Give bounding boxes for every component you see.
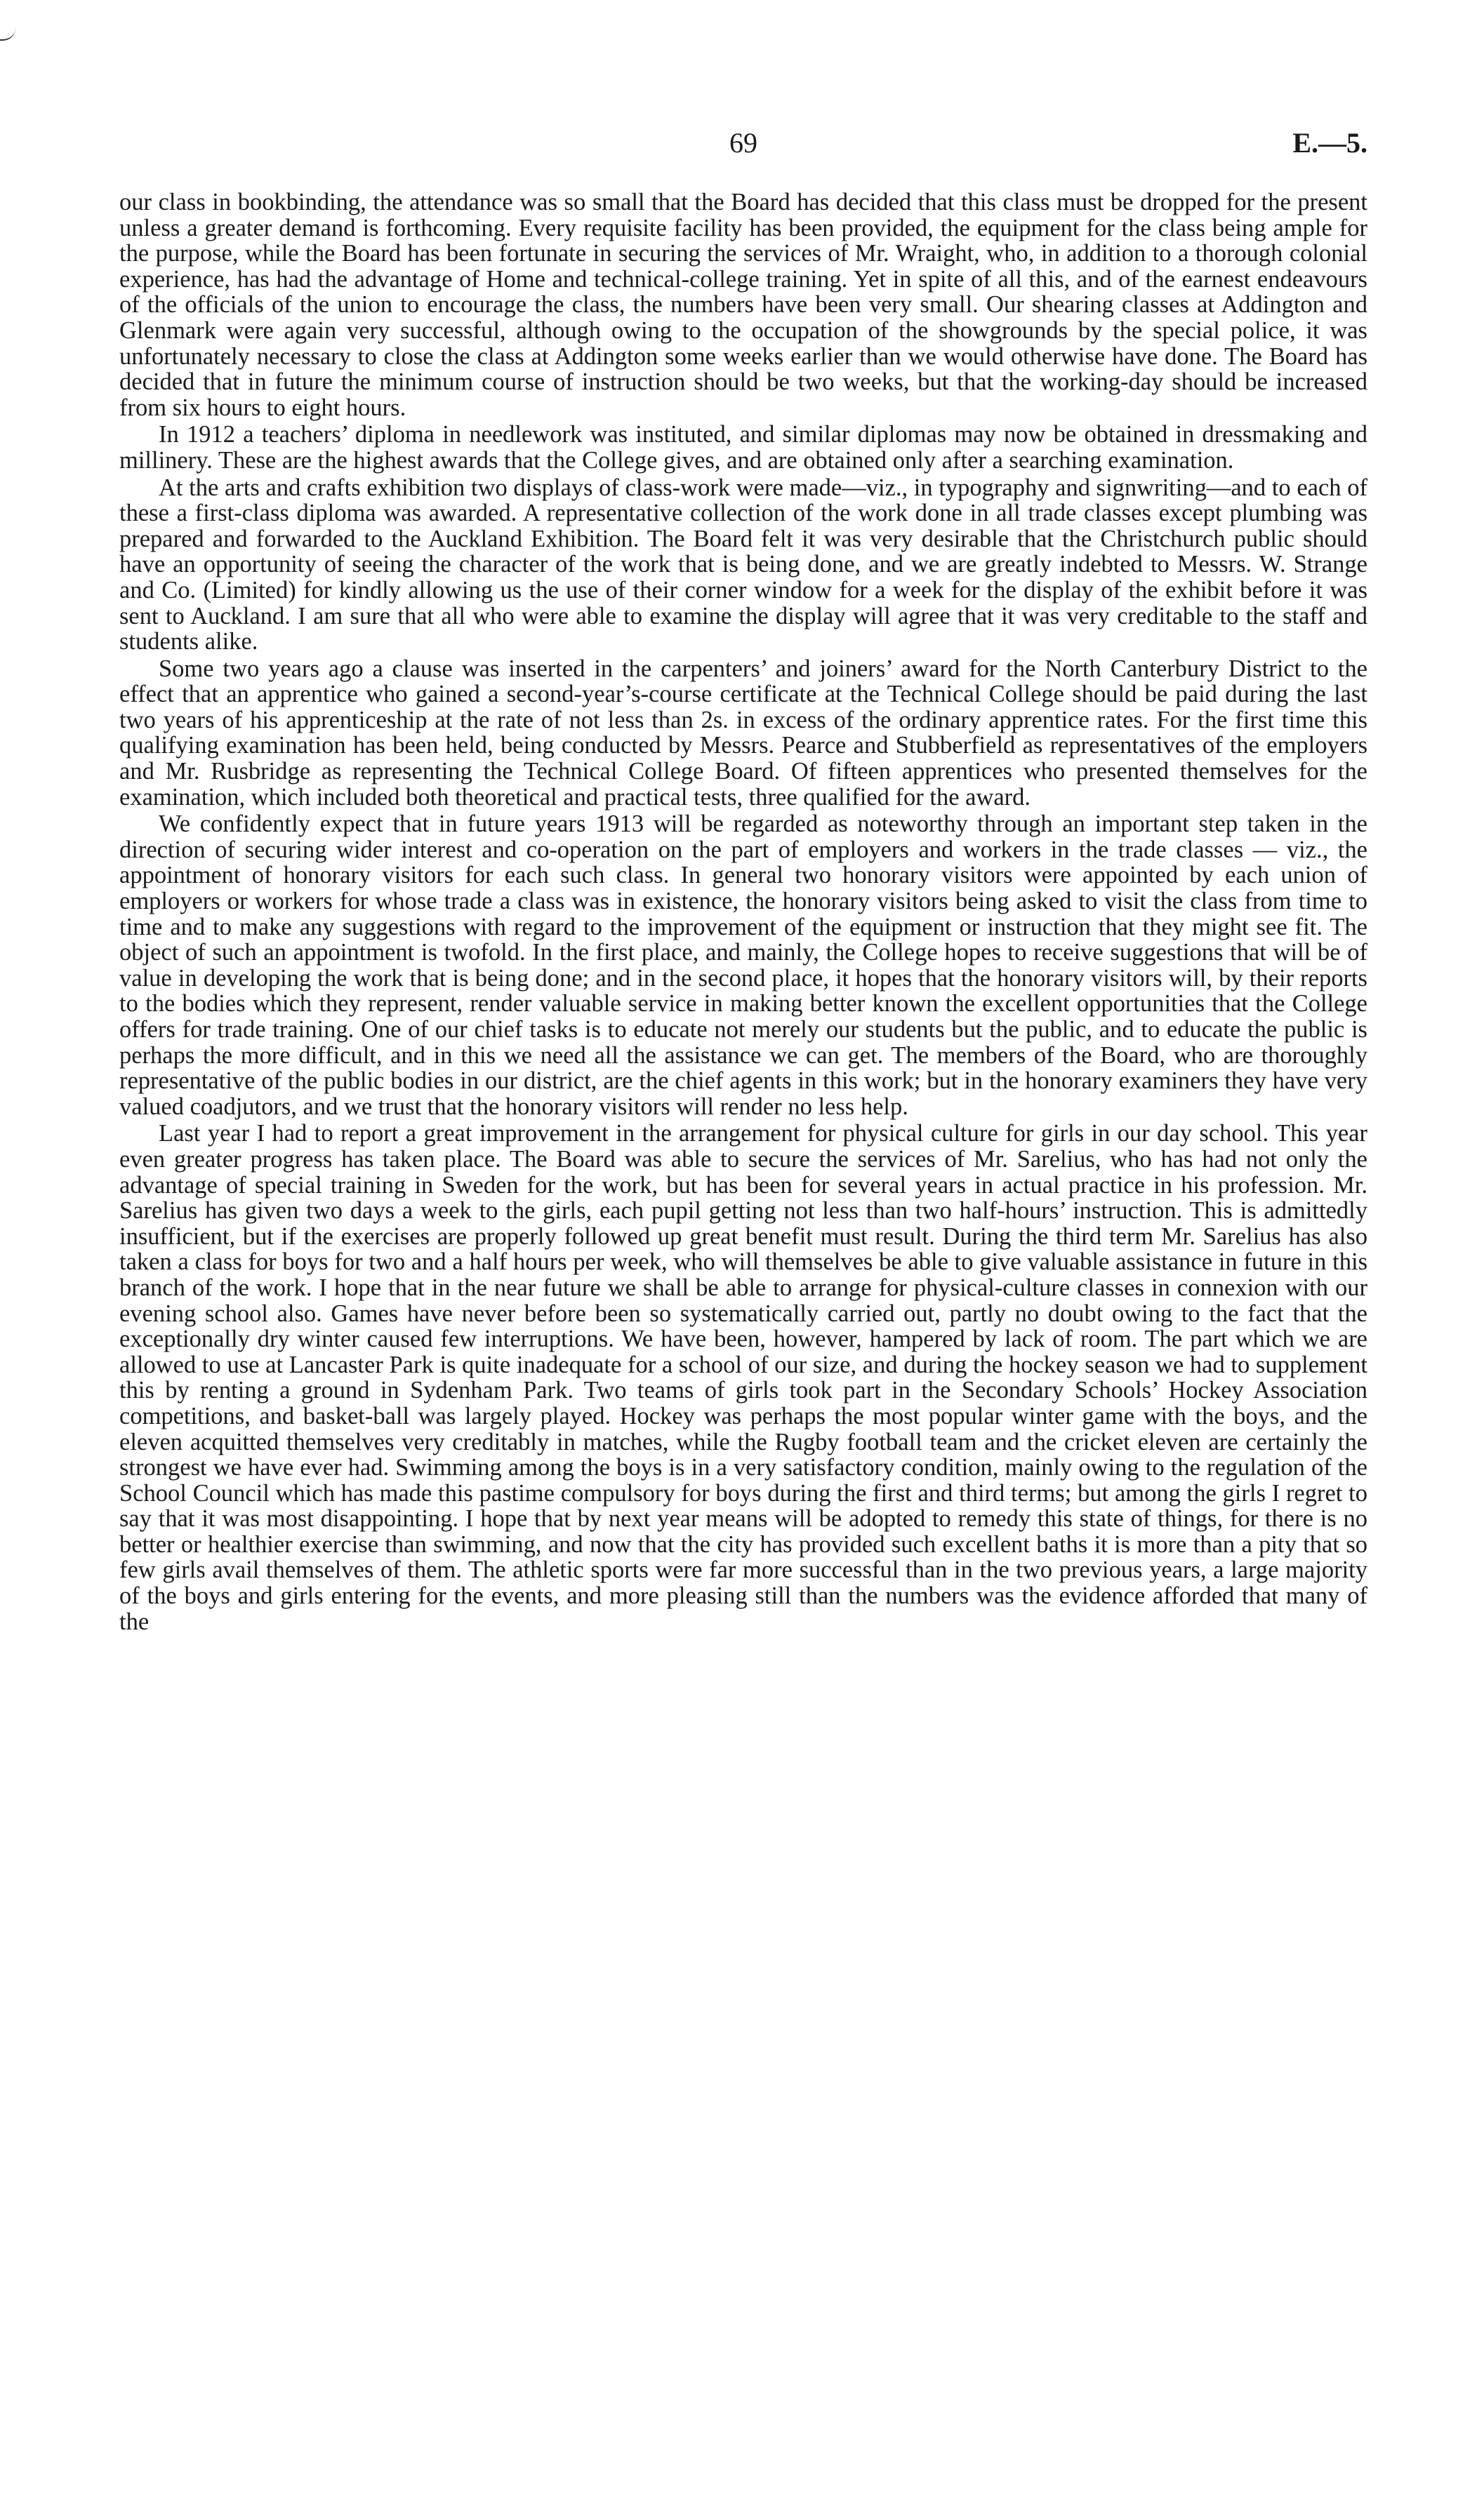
page-header [119, 126, 1367, 182]
paragraph-diploma: In 1912 a teachers’ diploma in needlework was instituted, and similar diplomas may now be obtained in dressmaking and millinery. These are the highest awards that the College gives, and are obtained only after a searching examination. [119, 421, 1367, 474]
document-page [119, 126, 1367, 1636]
paragraph-bookbinding: our class in bookbinding, the attendance was so small that the Board has decided that this class must be dropped for the present unless a greater demand is forthcoming. Every requisite facility has been provided, the equipment for the class being ample for the purpose, while the Board has been fortunate in securing the services of Mr. Wraight, who, in addition to a thorough colonial experience, has had the advantage of Home and technical-college training. Yet in spite of all this, and of the earnest endeavours of the officials of the union to encourage the class, the numbers have been very small. Our shearing classes at Addington and Glenmark were again very successful, although owing to the occupation of the showgrounds by the special police, it was unfortunately necessary to close the class at Addington some weeks earlier than we would otherwise have done. The Board has decided that in future the minimum course of instruction should be two weeks, but that the working-day should be increased from six hours to eight hours. [119, 189, 1367, 421]
paragraph-honorary-visitors: We confidently expect that in future years 1913 will be regarded as noteworthy through an important step taken in the direction of securing wider interest and co-operation on the part of employers and workers in the trade classes — viz., the appointment of honorary visitors for each such class. In general two honorary visitors were appointed by each union of employers or workers for whose trade a class was in existence, the honorary visitors being asked to visit the class from time to time and to make any suggestions with regard to the improvement of the equipment or instruction that they might see fit. The object of such an appointment is twofold. In the first place, and mainly, the College hopes to receive suggestions that will be of value in developing the work that is being done; and in the second place, it hopes that the honorary visitors will, by their reports to the bodies which they represent, render valuable service in making better known the excellent opportunities that the College offers for trade training. One of our chief tasks is to educate not merely our students but the public, and to educate the public is perhaps the more difficult, and in this we need all the assistance we can get. The members of the Board, who are thoroughly representative of the public bodies in our district, are the chief agents in this work; but in the honorary examiners they have very valued coadjutors, and we trust that the honorary visitors will render no less help. [119, 811, 1367, 1120]
page-number: 69 [729, 127, 757, 159]
body-text [119, 189, 1367, 1634]
document-reference: E.—5. [1292, 127, 1367, 159]
paragraph-apprentice-award: Some two years ago a clause was inserted in the carpenters’ and joiners’ award for the North Canterbury District to the effect that an apprentice who gained a second-year’s-course certificate at the Technical College should be paid during the last two years of his apprenticeship at the rate of not less than 2s. in excess of the ordinary apprentice rates. For the first time this qualifying examination has been held, being conducted by Messrs. Pearce and Stubberfield as representatives of the employers and Mr. Rusbridge as representing the Technical College Board. Of fifteen apprentices who presented themselves for the examination, which included both theoretical and practical tests, three qualified for the award. [119, 655, 1367, 811]
paragraph-exhibition: At the arts and crafts exhibition two displays of class-work were made—viz., in typography and signwriting—and to each of these a first-class diploma was awarded. A representative collection of the work done in all trade classes except plumbing was prepared and forwarded to the Auckland Exhibition. The Board felt it was very desirable that the Christchurch public should have an opportunity of seeing the character of the work that is being done, and we are greatly indebted to Messrs. W. Strange and Co. (Limited) for kindly allowing us the use of their corner window for a week for the display of the exhibit before it was sent to Auckland. I am sure that all who were able to examine the display will agree that it was very creditable to the staff and students alike. [119, 474, 1367, 655]
scan-mark [0, 28, 15, 41]
paragraph-physical-culture: Last year I had to report a great improvement in the arrangement for physical culture for girls in our day school. This year even greater progress has taken place. The Board was able to secure the services of Mr. Sarelius, who has had not only the advantage of special training in Sweden for the work, but has been for several years in actual practice in his profession. Mr. Sarelius has given two days a week to the girls, each pupil getting not less than two half-hours’ instruction. This is admittedly insufficient, but if the exercises are properly followed up great benefit must result. During the third term Mr. Sarelius has also taken a class for boys for two and a half hours per week, who will themselves be able to give valuable assistance in future in this branch of the work. I hope that in the near future we shall be able to arrange for physical-culture classes in connexion with our evening school also. Games have never before been so systematically carried out, partly no doubt owing to the fact that the exceptionally dry winter caused few interruptions. We have been, however, hampered by lack of room. The part which we are allowed to use at Lancaster Park is quite inadequate for a school of our size, and during the hockey season we had to supplement this by renting a ground in Sydenham Park. Two teams of girls took part in the Secondary Schools’ Hockey Association competitions, and basket-ball was largely played. Hockey was perhaps the most popular winter game with the boys, and the eleven acquitted themselves very creditably in matches, while the Rugby football team and the cricket eleven are certainly the strongest we have ever had. Swimming among the boys is in a very satisfactory condition, mainly owing to the regulation of the School Council which has made this pastime compulsory for boys during the first and third terms; but among the girls I regret to say that it was most disappointing. I hope that by next year means will be adopted to remedy this state of things, for there is no better or healthier exercise than swimming, and now that the city has provided such excellent baths it is more than a pity that so few girls avail themselves of them. The athletic sports were far more successful than in the two previous years, a large majority of the boys and girls entering for the events, and more pleasing still than the numbers was the evidence afforded that many of the [119, 1120, 1367, 1635]
